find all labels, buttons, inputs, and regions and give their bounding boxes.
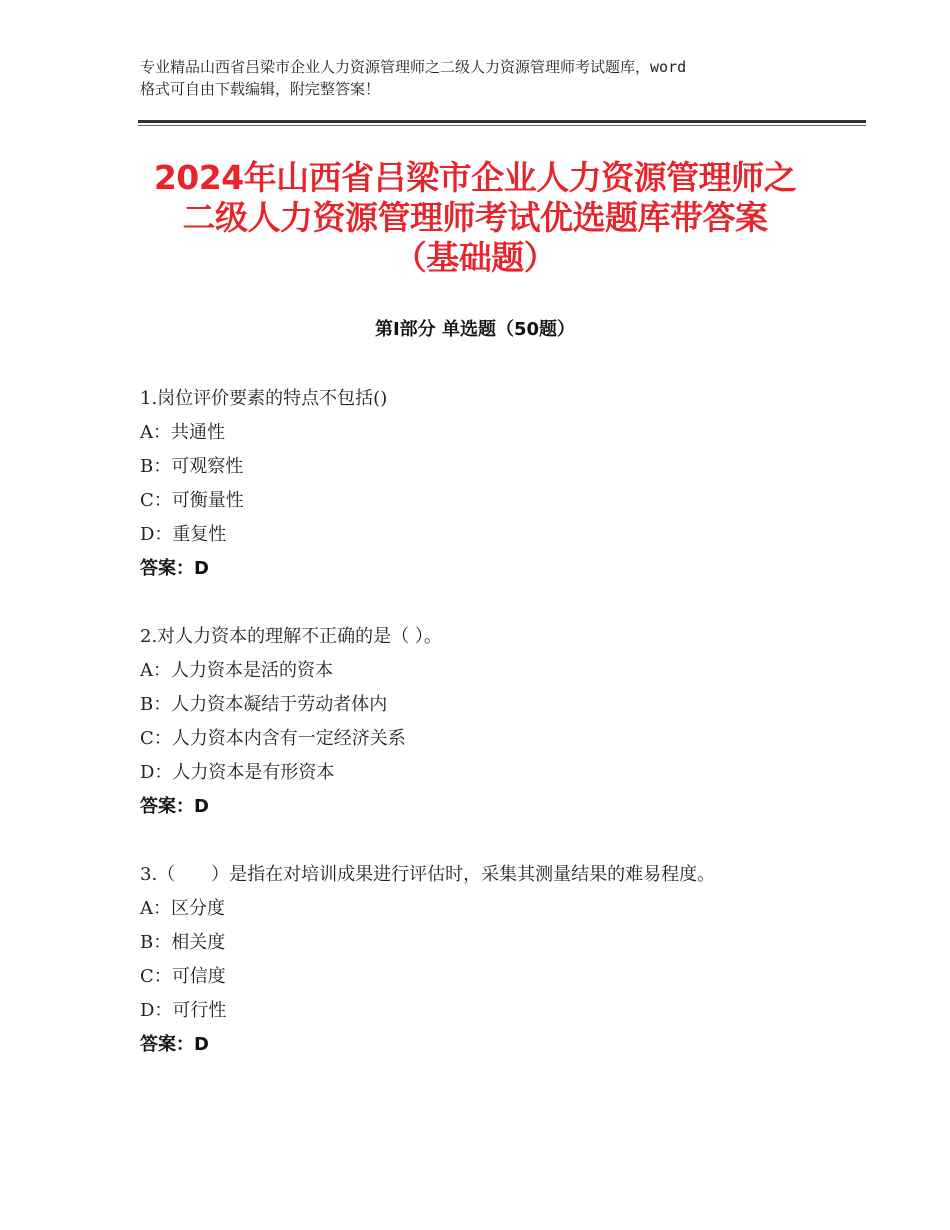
- question-stem: 3.（ ）是指在对培训成果进行评估时，采集其测量结果的难易程度。: [140, 864, 716, 885]
- answer-line: 答案：D: [140, 558, 209, 579]
- option-d: D：重复性: [140, 524, 227, 545]
- question-stem: 1.岗位评价要素的特点不包括(): [140, 388, 388, 409]
- header-note: [140, 56, 830, 100]
- header-note-line-1: 专业精品山西省吕梁市企业人力资源管理师之二级人力资源管理师考试题库，word: [140, 58, 687, 76]
- option-a: A：人力资本是活的资本: [140, 660, 333, 681]
- option-c: C：可信度: [140, 966, 226, 987]
- title-line-3: （基础题）: [393, 238, 557, 277]
- section-heading: 第Ⅰ部分 单选题（50题）: [374, 319, 575, 340]
- answer-line: 答案：D: [140, 796, 209, 817]
- option-d: D：人力资本是有形资本: [140, 762, 335, 783]
- header-divider-thin: [138, 125, 866, 126]
- option-b: B：可观察性: [140, 456, 244, 477]
- title-line-1: 2024年山西省吕梁市企业人力资源管理师之: [153, 158, 797, 197]
- option-c: C：可衡量性: [140, 490, 244, 511]
- document-title: [0, 158, 950, 278]
- header-divider-thick: [138, 120, 866, 123]
- option-b: B：人力资本凝结于劳动者体内: [140, 694, 388, 715]
- option-a: A：共通性: [140, 422, 225, 443]
- question-2: [140, 620, 820, 824]
- question-1: [140, 382, 820, 586]
- question-3: [140, 858, 820, 1062]
- title-line-2: 二级人力资源管理师考试优选题库带答案: [182, 198, 768, 237]
- answer-line: 答案：D: [140, 1034, 209, 1055]
- header-note-line-2: 格式可自由下载编辑，附完整答案！: [140, 80, 381, 98]
- option-c: C：人力资本内含有一定经济关系: [140, 728, 406, 749]
- option-a: A：区分度: [140, 898, 225, 919]
- option-d: D：可行性: [140, 1000, 227, 1021]
- question-list: [140, 382, 820, 1096]
- option-b: B：相关度: [140, 932, 226, 953]
- question-stem: 2.对人力资本的理解不正确的是（ ）。: [140, 626, 442, 647]
